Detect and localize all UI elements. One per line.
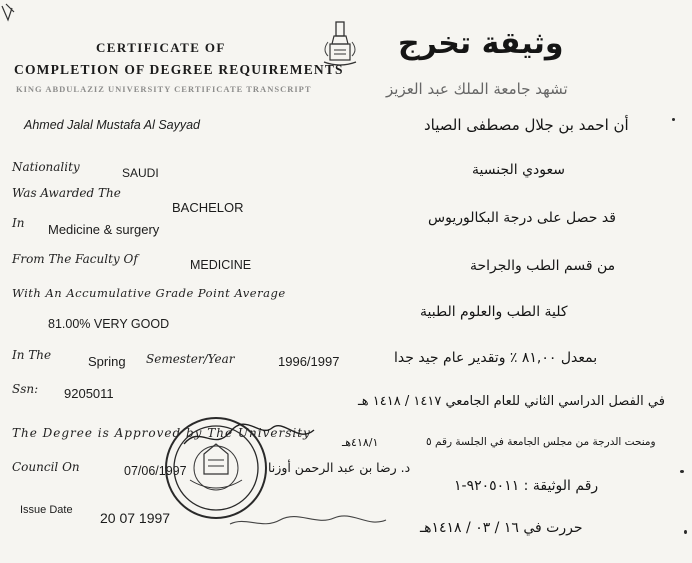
- in-ar: من قسم الطب والجراحة: [470, 258, 616, 274]
- scan-speck: [680, 470, 684, 473]
- nationality-value: SAUDI: [122, 166, 159, 180]
- faculty-ar: كلية الطب والعلوم الطبية: [420, 304, 568, 320]
- semester-value1: Spring: [88, 354, 126, 369]
- semester-label2: Semester/Year: [146, 352, 235, 366]
- semester-value2: 1996/1997: [278, 354, 340, 369]
- faculty-value: MEDICINE: [190, 258, 252, 272]
- ssn-label: Ssn:: [12, 382, 39, 396]
- nationality-label: Nationality: [12, 160, 80, 174]
- scan-speck: [672, 118, 675, 121]
- council-label: Council On: [12, 460, 80, 474]
- graduate-name-en: Ahmed Jalal Mustafa Al Sayyad: [24, 118, 201, 132]
- title-ar-line2: تشهد جامعة الملك عبد العزيز: [386, 80, 568, 98]
- council-value: 07/06/1997: [124, 464, 187, 478]
- awarded-value: BACHELOR: [172, 200, 244, 215]
- semester-ar: في الفصل الدراسي الثاني للعام الجامعي ١٤١٧ / ١٤١٨ هـ: [358, 394, 665, 409]
- gpa-ar: بمعدل ٨١,٠٠ ٪ وتقدير عام جيد جدا: [394, 350, 598, 366]
- awarded-label: Was Awarded The: [12, 186, 121, 200]
- council-ar-date: ٤١٨/١هـ: [342, 436, 379, 449]
- nationality-ar: سعودي الجنسية: [472, 162, 565, 178]
- title-en-line3: KING ABDULAZIZ UNIVERSITY CERTIFICATE TRANSCRIPT: [16, 84, 312, 94]
- approved-label: The Degree is Approved by The University: [12, 426, 311, 440]
- title-ar-line1: وثيقة تخرج: [398, 26, 564, 61]
- faculty-label: From The Faculty Of: [12, 252, 138, 266]
- signature-scribble-2: [228, 512, 388, 534]
- awarded-ar: قد حصل على درجة البكالوريوس: [428, 210, 616, 226]
- corner-mark: [0, 0, 30, 30]
- approved-ar: ومنحت الدرجة من مجلس الجامعة في الجلسة رقم ٥: [426, 436, 656, 448]
- issue-date-value: 20 07 1997: [100, 510, 171, 526]
- council-ar: د. رضا بن عبد الرحمن أوزنا: [268, 460, 411, 475]
- in-value: Medicine & surgery: [48, 222, 160, 237]
- issue-date-label: Issue Date: [20, 504, 73, 516]
- title-en-line2: COMPLETION OF DEGREE REQUIREMENTS: [14, 62, 344, 77]
- ssn-value: 9205011: [64, 386, 114, 401]
- document-number-ar: رقم الوثيقة : ٩٢٠٥٠١١-١: [454, 478, 599, 494]
- signature-scribble: [180, 418, 320, 458]
- university-emblem-icon: [318, 20, 362, 72]
- gpa-value: 81.00% VERY GOOD: [48, 317, 170, 331]
- graduate-name-ar: أن احمد بن جلال مصطفى الصياد: [424, 116, 629, 134]
- gpa-label: With An Accumulative Grade Point Average: [12, 286, 286, 300]
- scan-speck: [684, 530, 687, 534]
- semester-label1: In The: [12, 348, 52, 362]
- in-label: In: [12, 216, 25, 230]
- title-en-line1: CERTIFICATE OF: [96, 40, 226, 55]
- issued-date-ar: حررت في ١٦ / ٠٣ / ١٤١٨هـ: [420, 520, 583, 536]
